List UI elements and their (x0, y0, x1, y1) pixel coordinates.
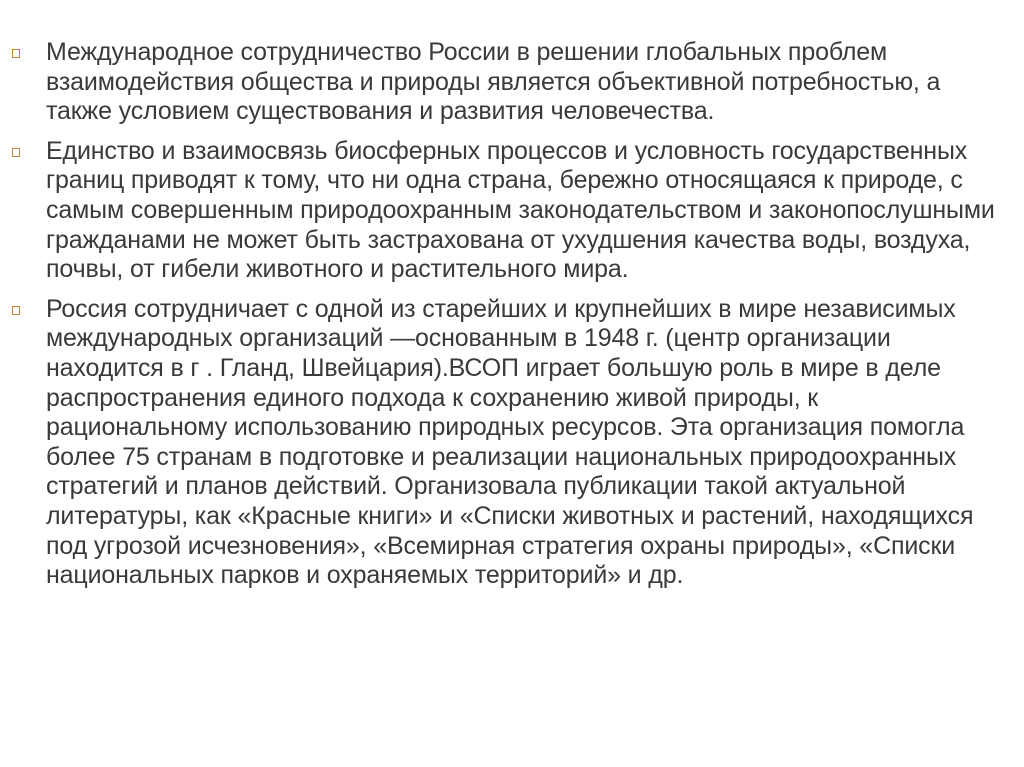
square-bullet-icon (12, 306, 20, 315)
bullet-list (12, 38, 1002, 601)
square-bullet-icon (12, 49, 20, 58)
bullet-item-cooperation (12, 38, 1002, 127)
bullet-text: Россия сотрудничает с одной из старейших и крупнейших в мире независимых международных организаций —основанным в 1948 г. (центр организации находится в г . Гланд, Швейцария).ВСОП играет большую роль в мире в деле распространения единого подхода к сохранению живой природы, к рациональному использованию природных ресурсов. Эта организация помогла более 75 странам в подготовке и реализации национальных природоохранных стратегий и планов действий. Организовала публикации такой актуальной литературы, как «Красные книги» и «Списки животных и растений, находящихся под угрозой исчезновения», «Всемирная стратегия охраны природы», «Списки национальных парков и охраняемых территорий» и др. (46, 294, 974, 590)
bullet-item-biosphere (12, 137, 1002, 285)
bullet-item-russia-organization (12, 295, 1002, 591)
bullet-text: Единство и взаимосвязь биосферных процессов и условность государственных границ приводят к тому, что ни одна страна, бережно относящаяся к природе, с самым совершенным природоохранным законодательством и законопослушными гражданами не может быть застрахована от ухудшения качества воды, воздуха, почвы, от гибели животного и растительного мира. (46, 136, 995, 284)
bullet-text: Международное сотрудничество России в решении глобальных проблем взаимодействия общества и природы является объективной потребностью, а также условием существования и развития человечества. (46, 38, 941, 126)
square-bullet-icon (12, 148, 20, 157)
